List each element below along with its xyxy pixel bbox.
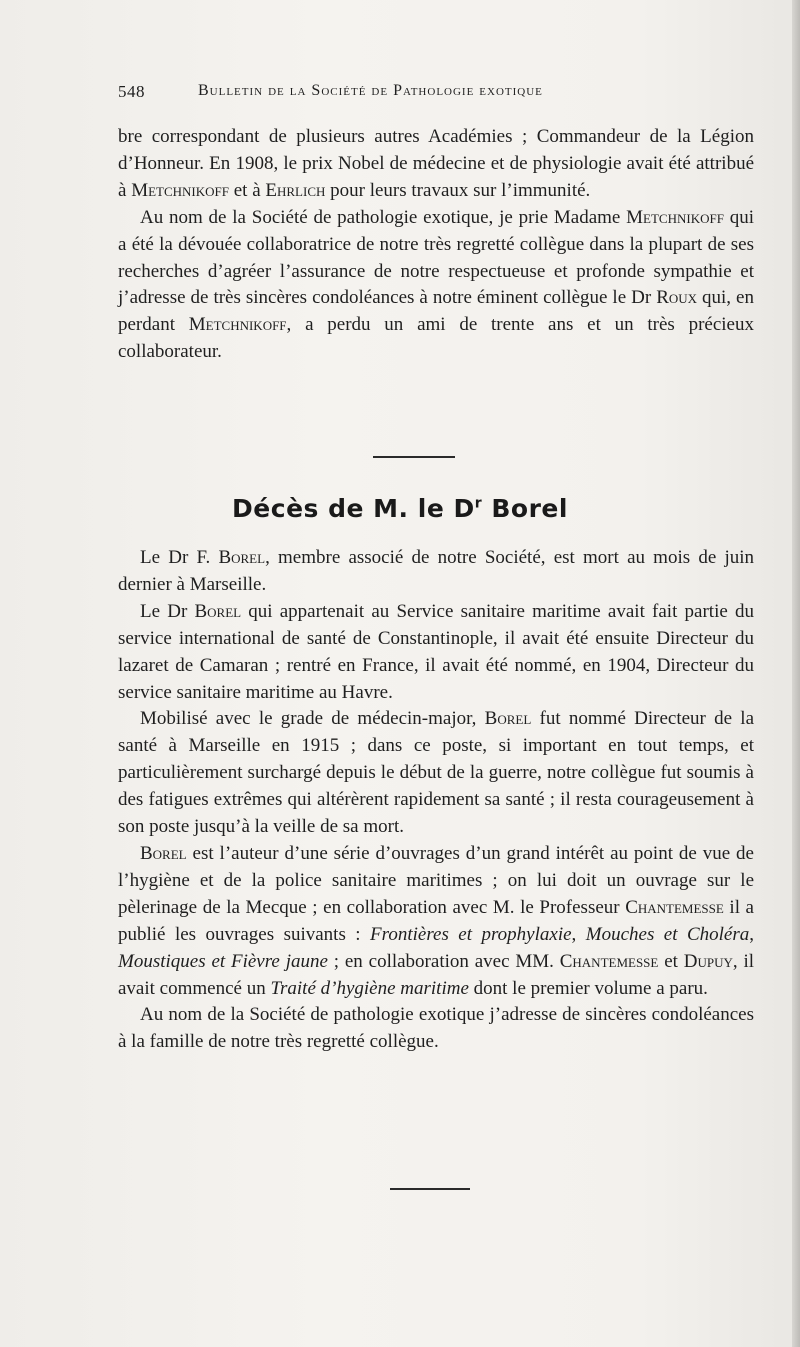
text-run: Au nom de la Société de pathologie exotique, je prie Madame: [140, 206, 627, 228]
text-run: et: [658, 950, 684, 972]
paragraph-condolences-family: [118, 1002, 754, 1056]
paragraph-death-notice: [118, 545, 754, 599]
obituary-continuation: [118, 124, 754, 366]
text-run: il a publié les ouvrages suivants :: [118, 896, 754, 945]
text-run: , a perdu un ami de trente ans et un très précieux collaborateur.: [118, 314, 754, 363]
running-header: [118, 82, 748, 108]
name-chantemesse: Chantemesse: [559, 950, 659, 972]
book-title: Mouches et Choléra: [585, 923, 750, 945]
text-run: ,: [571, 923, 586, 945]
text-run: pour leurs travaux sur l’immunité.: [325, 179, 591, 201]
text-run: Mobilisé avec le grade de médecin-major,: [140, 708, 485, 730]
text-run: qui, en perdant: [118, 287, 754, 336]
page-number: 548: [118, 82, 145, 101]
paragraph-metchnikoff-honours: [118, 124, 754, 205]
section-title: [0, 494, 800, 523]
text-run: , il avait commencé un: [118, 950, 755, 999]
name-roux: Roux: [656, 287, 698, 309]
section-divider: [373, 456, 455, 458]
paragraph-publications: [118, 841, 754, 1002]
text-run: et à: [228, 179, 266, 201]
name-borel: Borel: [218, 547, 266, 568]
text-run: , membre associé de notre Société, est mort au mois de juin dernier à Marseille.: [118, 547, 754, 595]
paragraph-war-service: [118, 706, 754, 841]
text-run: bre correspondant de plusieurs autres Académies ; Commandeur de la Légion d’Honneur. En 1908, le prix Nobel de médecine et de physiologie avait été attribué à: [118, 126, 754, 201]
text-run: Au nom de la Société de pathologie exotique j’adresse de sincères condoléances à la famille de notre très regretté collègue.: [118, 1004, 754, 1053]
name-dupuy: Dupuy: [683, 950, 733, 972]
name-borel: Borel: [194, 600, 242, 622]
paragraph-condolences-metchnikoff: [118, 205, 754, 366]
text-run: dont le premier volume a paru.: [468, 977, 708, 999]
name-metchnikoff: Metchnikoff: [188, 314, 287, 336]
text-run: est l’auteur d’une série d’ouvrages d’un grand intérêt au point de vue de l’hygiène et de la police sanitaire maritimes ; on lui doit un ouvrage sur le pèlerinage de la Mecque ; en collaboration avec M. le Professeur: [118, 842, 754, 918]
name-chantemesse: Chantemesse: [625, 896, 724, 918]
title-text-end: Borel: [482, 494, 568, 523]
name-borel: Borel: [484, 708, 532, 730]
text-run: Le Dr F.: [140, 547, 219, 568]
text-run: qui a été la dévouée collaboratrice de notre très regretté collègue dans la plupart de ses recherches d’agréer l’assurance de notre respectueuse et profonde sympathie et j’adresse de très sincères condoléances à notre éminent collègue le Dr: [118, 206, 754, 309]
borel-obituary: [118, 545, 754, 1056]
paragraph-career: [118, 599, 754, 707]
title-superscript: r: [474, 495, 483, 512]
text-run: qui appartenait au Service sanitaire maritime avait fait partie du service international de santé de Constantinople, il avait été ensuite Directeur du lazaret de Camaran ; rentré en France, il avait été nommé, en 1904, Directeur du service sanitaire maritime au Havre.: [118, 600, 754, 703]
book-title: Traité d’hygiène maritime: [270, 977, 469, 999]
text-run: fut nommé Directeur de la santé à Marseille en 1915 ; dans ce poste, si important en tout temps, et particulièrement surchargé depuis le début de la guerre, notre collègue fut soumis à des fatigues extrêmes qui altérèrent rapidement sa santé ; il resta courageusement à son poste jusqu’à la veille de sa mort.: [118, 708, 754, 838]
page-spine-edge: [792, 0, 800, 1347]
name-ehrlich: Ehrlich: [265, 179, 326, 201]
text-run: ,: [749, 923, 754, 945]
name-metchnikoff: Metchnikoff: [131, 179, 229, 201]
name-borel: Borel: [140, 842, 187, 864]
book-title: Moustiques et Fièvre jaune: [118, 950, 328, 972]
book-title: Frontières et prophylaxie: [370, 923, 572, 945]
name-metchnikoff: Metchnikoff: [626, 206, 724, 228]
text-run: ; en collaboration avec MM.: [327, 950, 560, 972]
running-title: Bulletin de la Société de Pathologie exotique: [198, 82, 543, 99]
text-run: Le Dr: [140, 600, 195, 622]
end-divider: [390, 1188, 470, 1190]
title-text: Décès de M. le D: [232, 494, 475, 523]
